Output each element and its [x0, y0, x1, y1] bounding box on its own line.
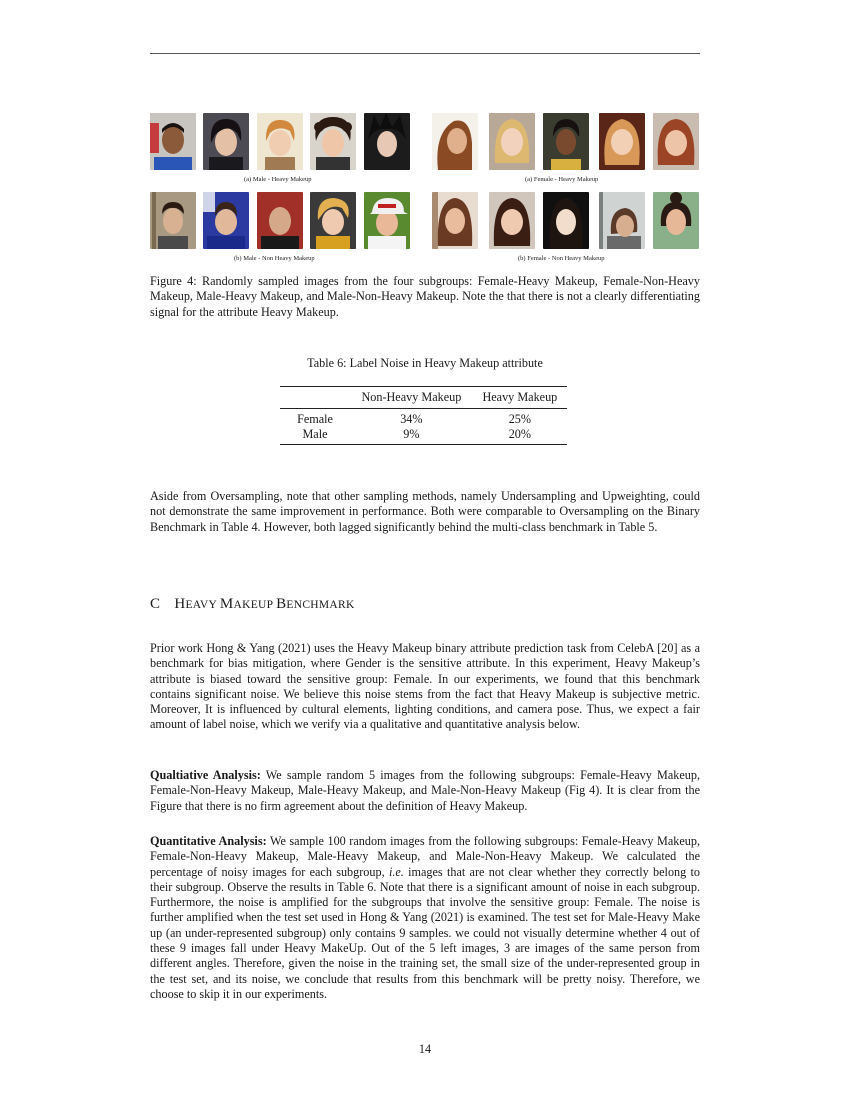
figure-caption: Figure 4: Randomly sampled images from the four subgroups: Female-Heavy Makeup, Female-Non-Heavy Makeup, Male-Heavy Makeup, and Male-Non-Heavy Makeup. Note the that there is not a clearly differentiating signal for the attribute Heavy Makeup. — [150, 274, 700, 319]
face-photo-male-heavy-3 — [257, 113, 303, 170]
section-heading — [150, 596, 355, 613]
section-title-part: AKEUP — [233, 599, 277, 611]
face-photo-male-heavy-1 — [150, 113, 196, 170]
table-row-label: Male — [280, 427, 350, 445]
table-header-cell: Heavy Makeup — [473, 387, 567, 409]
face-photo-female-heavy-2 — [489, 113, 535, 170]
section-title-part: ENCHMARK — [286, 599, 355, 611]
face-photo-female-heavy-3 — [543, 113, 589, 170]
paragraph-lead: Qualtiative Analysis: — [150, 768, 261, 782]
table-cell: 20% — [473, 427, 567, 445]
face-photo-male-heavy-5 — [364, 113, 410, 170]
face-photo-male-heavy-4 — [310, 113, 356, 170]
paragraph-quantitative-analysis — [150, 834, 700, 1002]
face-photo-female-non-heavy-2 — [489, 192, 535, 249]
table-row-label: Female — [297, 412, 333, 426]
face-photo-male-non-heavy-5 — [364, 192, 410, 249]
section-number: C — [150, 596, 161, 612]
face-photo-male-non-heavy-4 — [310, 192, 356, 249]
face-photo-male-non-heavy-3 — [257, 192, 303, 249]
face-photo-male-heavy-2 — [203, 113, 249, 170]
face-photo-female-non-heavy-3 — [543, 192, 589, 249]
face-photo-female-non-heavy-4 — [599, 192, 645, 249]
subcaption-male-non-heavy: (b) Male - Non Heavy Makeup — [234, 255, 315, 262]
section-title-part: B — [276, 596, 287, 612]
face-photo-male-non-heavy-2 — [203, 192, 249, 249]
face-photo-female-non-heavy-5 — [653, 192, 699, 249]
table-cell: 34% — [400, 412, 423, 426]
table-cell: 9% — [350, 427, 473, 445]
table-header-cell: Non-Heavy Makeup — [350, 387, 473, 409]
face-photo-female-heavy-1 — [432, 113, 478, 170]
table-caption: Table 6: Label Noise in Heavy Makeup attribute — [307, 356, 543, 370]
paragraph-prior-work: Prior work Hong & Yang (2021) uses the Heavy Makeup binary attribute prediction task from CelebA [20] as a benchmark for bias mitigation, where Gender is the sensitive attribute. In this experiment, Heavy Makeup’s attribute is biased toward the sensitive group: Female. In our experiments, we found that this benchmark contains significant noise. We believe this noise stems from the fact that Heavy Makeup is subjective metric. Moreover, It is influenced by cultural elements, lighting conditions, and camera pose. Thus, we expect a fair amount of label noise, which we verify via a qualitative and quantitative analysis below. — [150, 641, 700, 732]
section-title-part: EAVY — [185, 599, 220, 611]
table-header-row — [280, 387, 567, 409]
section-title-part: M — [219, 596, 234, 612]
table-cell: 25% — [508, 412, 532, 426]
face-photo-male-non-heavy-1 — [150, 192, 196, 249]
face-photo-female-non-heavy-1 — [432, 192, 478, 249]
subcaption-female-heavy: (a) Female - Heavy Makeup — [525, 176, 599, 183]
paragraph-body: images that are not clear whether they correctly belong to their subgroup. Observe the results in Table 6. Note that there is a significant amount of noise in each subgroup. Furthermore, the noise is amplified for the subgroups that involve the sensitive group: Female. The noise is further amplified when the test set used in Hong & Yang (2021) is examined. The test set for Male-Heavy Make up (an under-represented subgroup) only contains 9 samples. we could not visually determine whether 4 out of these 9 images fall under Heavy MakeUp. Out of the 5 left images, 3 are images of the same person from different angles. Therefore, given the noise in the training set, the small size of the under-represented group in the test set, and its noise, we conclude that results from this benchmark will be pretty noisy. Therefore, we choose to skip it in our experiments. — [150, 864, 701, 1001]
table-header-cell — [280, 387, 350, 409]
header-rule — [150, 53, 700, 54]
paragraph-qualitative-analysis — [150, 768, 700, 814]
subcaption-male-heavy: (a) Male - Heavy Makeup — [244, 176, 312, 183]
page-number: 14 — [418, 1042, 432, 1056]
section-title-part: H — [174, 596, 186, 612]
paragraph-lead: Quantitative Analysis: — [150, 834, 267, 848]
table-row — [280, 427, 567, 445]
paragraph-body: We sample 100 random images from the following subgroups: Female-Heavy Makeup, Female-Non-Heavy Makeup, Male-Heavy Makeup, and Male-Non-Heavy Makeup. We calculated the percentage of noisy images for each subgroup, — [150, 834, 700, 879]
label-noise-table — [280, 386, 567, 445]
face-photo-female-heavy-5 — [653, 113, 699, 170]
table-row — [280, 409, 567, 428]
paragraph-sampling-methods: Aside from Oversampling, note that other sampling methods, namely Undersampling and Upweighting, could not demonstrate the same improvement in performance. Both were comparable to Oversampling on the Binary Benchmark in Table 4. However, both lagged significantly behind the multi-class benchmark in Table 5. — [150, 489, 700, 534]
subcaption-female-non-heavy: (b) Female - Non Heavy Makeup — [518, 255, 605, 262]
face-photo-female-heavy-4 — [599, 113, 645, 170]
paragraph-emphasis: i.e. — [388, 864, 404, 879]
paragraph-body: We sample random 5 images from the following subgroups: Female-Heavy Makeup, Female-Non-Heavy Makeup, Male-Heavy Makeup, and Male-Non-Heavy Makeup (Fig 4). It is clear from the Figure that there is no firm agreement about the definition of Heavy Makeup. — [150, 768, 700, 813]
